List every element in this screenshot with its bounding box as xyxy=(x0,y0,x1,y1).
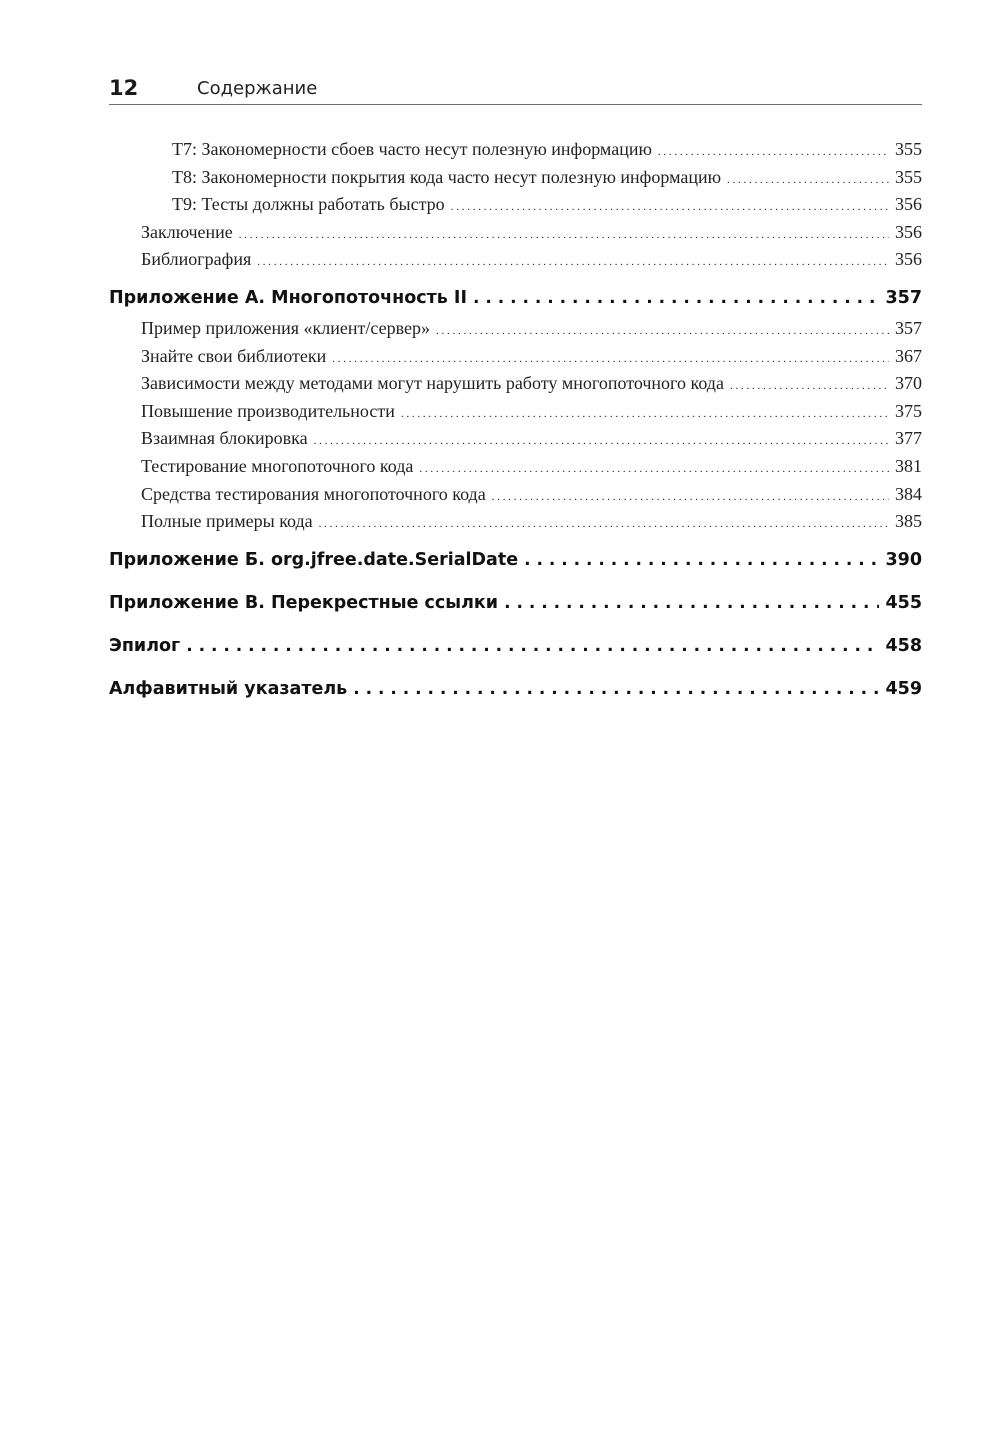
toc-entry[interactable] xyxy=(109,344,922,372)
toc-entry-label: Зависимости между методами могут нарушить работу многопоточного кода xyxy=(141,373,724,394)
toc-chapter-label: Эпилог xyxy=(109,635,181,656)
toc-entry-page: 357 xyxy=(895,317,922,338)
page-number: 12 xyxy=(109,76,139,100)
toc-entry-label: Повышение производительности xyxy=(141,400,395,421)
toc-chapter-entry[interactable] xyxy=(109,676,922,702)
toc-entry-page: 370 xyxy=(895,373,922,394)
toc-chapter-page: 459 xyxy=(885,678,922,699)
dot-leader xyxy=(730,371,889,399)
toc-entry[interactable] xyxy=(109,371,922,399)
toc-entry[interactable] xyxy=(109,316,922,344)
toc-chapter-entry[interactable] xyxy=(109,547,922,573)
dot-leader xyxy=(451,192,889,220)
toc-entry-page: 381 xyxy=(895,455,922,476)
toc-chapter-entry[interactable] xyxy=(109,590,922,616)
dot-leader xyxy=(727,165,889,193)
dot-leader xyxy=(239,220,889,248)
toc-chapter-label: Приложение В. Перекрестные ссылки xyxy=(109,592,499,613)
toc-entry[interactable] xyxy=(109,399,922,427)
dot-leader xyxy=(419,454,889,482)
toc-chapter-page: 390 xyxy=(885,549,922,570)
toc-entry[interactable] xyxy=(109,192,922,220)
toc-entry-page: 384 xyxy=(895,483,922,504)
toc-entry-page: 356 xyxy=(895,249,922,270)
toc-entry-label: Заключение xyxy=(141,221,233,242)
toc-entry-page: 375 xyxy=(895,400,922,421)
toc-entry-label: Библиография xyxy=(141,249,252,270)
toc-entry-label: Средства тестирования многопоточного кода xyxy=(141,483,486,504)
dot-leader xyxy=(504,590,879,616)
toc-entry-page: 367 xyxy=(895,345,922,366)
dot-leader xyxy=(319,509,889,537)
toc-chapter-label: Алфавитный указатель xyxy=(109,678,348,699)
toc-entry[interactable] xyxy=(109,220,922,248)
running-header xyxy=(109,74,922,105)
toc-chapter-entry[interactable] xyxy=(109,633,922,659)
toc-entry-label: Знайте свои библиотеки xyxy=(141,345,327,366)
dot-leader xyxy=(473,285,880,311)
toc-chapter-page: 458 xyxy=(885,635,922,656)
toc-entry-label: T9: Тесты должны работать быстро xyxy=(172,194,445,215)
toc-entry-label: T7: Закономерности сбоев часто несут полезную информацию xyxy=(172,139,652,159)
toc-entry-page: 356 xyxy=(895,194,922,215)
toc-chapter-label: Приложение Б. org.jfree.date.SerialDate xyxy=(109,549,519,570)
toc-entry-label: Пример приложения «клиент/сервер» xyxy=(141,317,430,338)
toc-entry[interactable] xyxy=(109,426,922,454)
dot-leader xyxy=(492,482,889,510)
toc-entry-page: 356 xyxy=(895,221,922,242)
dot-leader xyxy=(314,426,889,454)
toc-entry-label: Тестирование многопоточного кода xyxy=(141,455,414,476)
toc-entry[interactable] xyxy=(109,454,922,482)
section-title: Содержание xyxy=(197,78,318,99)
toc-entry[interactable] xyxy=(109,509,922,537)
table-of-contents xyxy=(109,137,922,702)
toc-entry-page: 377 xyxy=(895,428,922,449)
dot-leader xyxy=(436,316,889,344)
toc-chapter-entry[interactable] xyxy=(109,285,922,311)
dot-leader xyxy=(658,137,889,165)
toc-entry[interactable] xyxy=(109,137,922,165)
toc-entry-label: Взаимная блокировка xyxy=(141,428,308,449)
dot-leader xyxy=(353,676,879,702)
toc-entry-page: 355 xyxy=(895,166,922,187)
toc-entry-label: Полные примеры кода xyxy=(141,511,313,532)
dot-leader xyxy=(401,399,889,427)
toc-chapter-page: 455 xyxy=(885,592,922,613)
dot-leader xyxy=(186,633,879,659)
toc-entry[interactable] xyxy=(109,165,922,193)
dot-leader xyxy=(524,547,879,573)
toc-entry-page: 385 xyxy=(895,511,922,532)
dot-leader xyxy=(332,344,889,372)
dot-leader xyxy=(257,247,889,275)
toc-entry-page: 355 xyxy=(895,139,922,159)
toc-entry[interactable] xyxy=(109,482,922,510)
toc-entry-label: T8: Закономерности покрытия кода часто несут полезную информацию xyxy=(172,166,722,187)
toc-chapter-label: Приложение А. Многопоточность II xyxy=(109,287,467,308)
toc-entry[interactable] xyxy=(109,247,922,275)
toc-chapter-page: 357 xyxy=(885,287,922,308)
